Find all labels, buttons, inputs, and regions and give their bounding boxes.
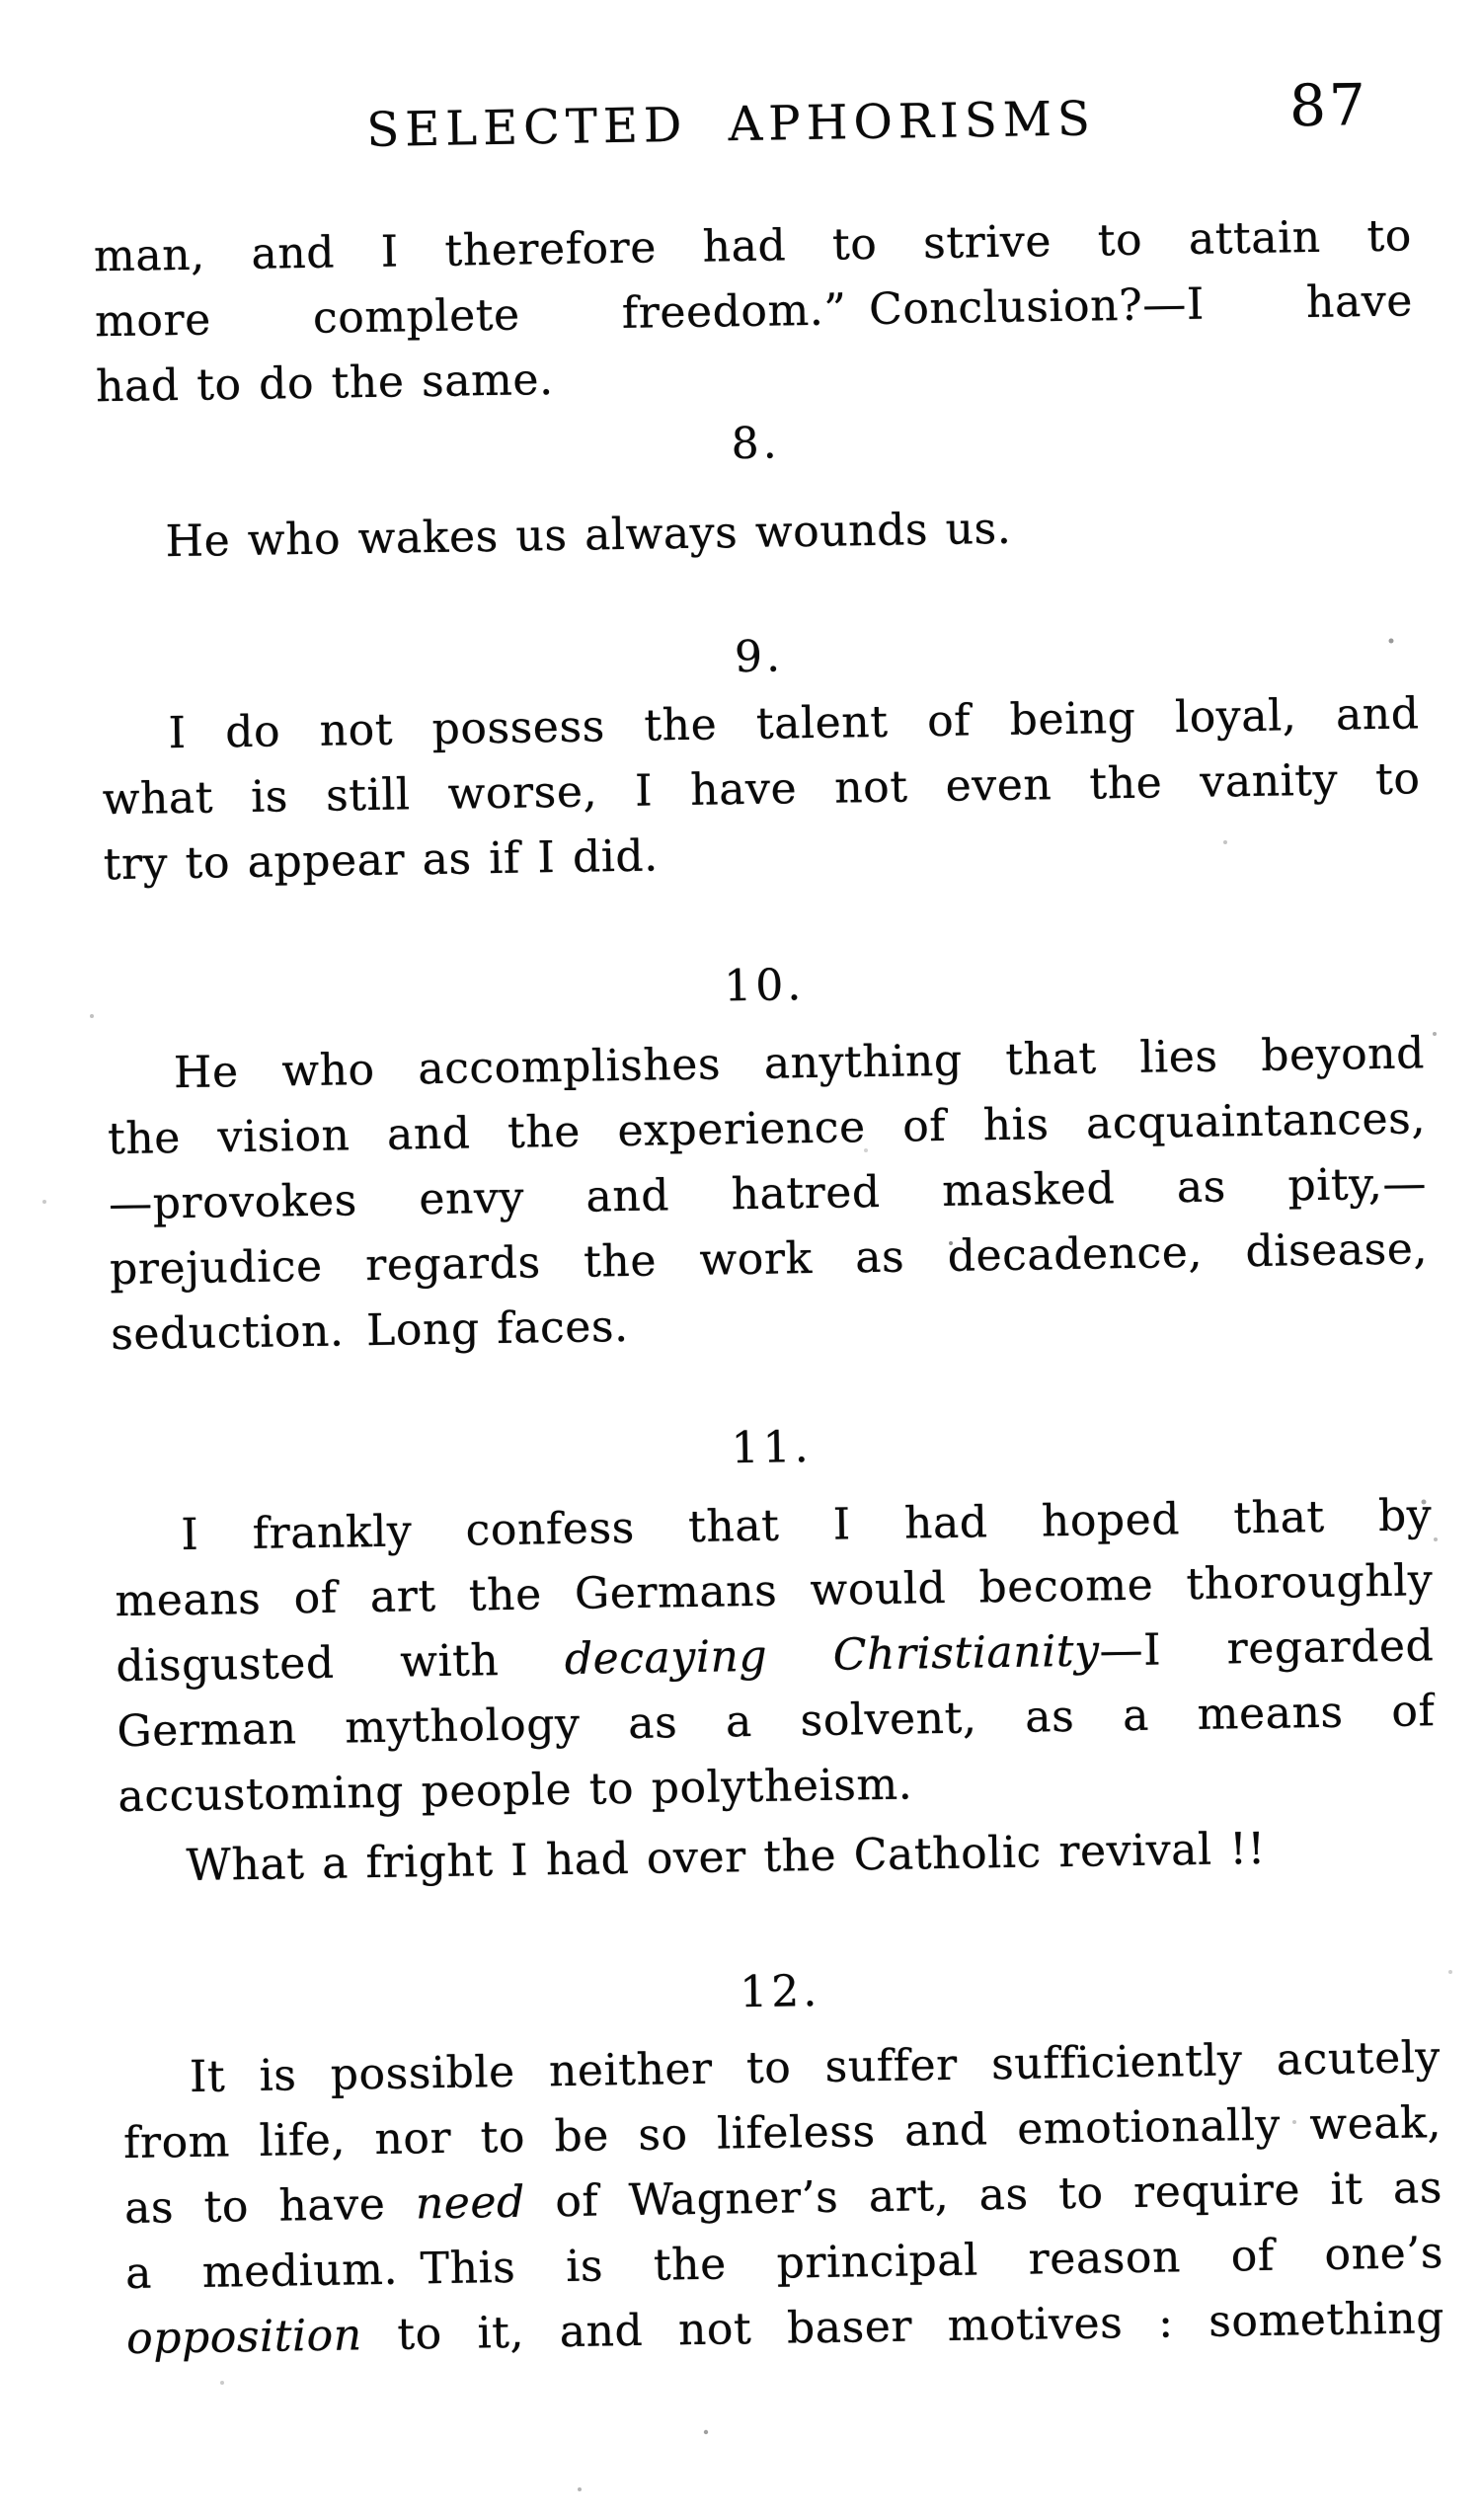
text-segment: —provokes envy and hatred masked as pity,— — [108, 1158, 1428, 1230]
page-body — [94, 203, 1445, 2372]
text-line — [118, 1814, 1438, 1900]
text-segment: the vision and the experience of his acquaintances, — [107, 1093, 1427, 1165]
text-segment: as to have — [123, 2178, 417, 2235]
text-segment: to it, and not baser motives : something — [361, 2293, 1445, 2361]
text-segment: from life, nor to be so lifeless and emotionally weak, — [122, 2097, 1442, 2169]
running-head — [92, 70, 1411, 164]
text-segment: seduction. Long faces. — [110, 1300, 630, 1361]
aphorism-section — [105, 943, 1429, 1368]
text-segment: I do not possess the talent of being loyal, and — [168, 688, 1420, 759]
page-number: 87 — [1288, 70, 1369, 140]
text-segment: He who wakes us always wounds us. — [165, 503, 1012, 568]
text-segment: opposition — [125, 2310, 363, 2365]
text-segment: It is possible neither to suffer sufficiently acutely — [189, 2032, 1442, 2102]
text-segment: disgusted with — [116, 1633, 566, 1693]
text-segment: try to appear as if I did. — [103, 830, 660, 891]
text-line — [98, 490, 1417, 576]
paragraph — [101, 681, 1422, 898]
aphorism-number: 8. — [731, 418, 782, 470]
text-segment: I frankly confess that I had hoped that by — [181, 1490, 1433, 1561]
text-segment: decaying Christianity — [564, 1625, 1100, 1685]
text-segment: What a fright I had over the Catholic revival !! — [186, 1823, 1267, 1892]
text-segment: need — [415, 2176, 526, 2230]
paragraph — [98, 490, 1417, 576]
text-segment: what is still worse, I have not even the vanity to — [102, 753, 1421, 826]
aphorism-number: 11. — [731, 1422, 813, 1474]
aphorism-number: 10. — [723, 960, 806, 1012]
text-segment: —I regarded — [1099, 1620, 1435, 1677]
aphorism-section — [100, 614, 1422, 898]
aphorism-section — [113, 1405, 1438, 1900]
aphorism-number: 12. — [739, 1965, 821, 2018]
aphorism-number: 9. — [734, 631, 785, 683]
text-segment: prejudice regards the work as decadence, disease, — [109, 1223, 1429, 1296]
text-segment: German mythology as a solvent, as a means of — [117, 1686, 1436, 1758]
text-segment: of Wagner’s art, as to require it as — [524, 2163, 1443, 2228]
page-title: SELECTED APHORISMS — [365, 91, 1097, 158]
paragraph — [107, 1021, 1430, 1368]
text-segment: more complete freedom.” Conclusion?—I have — [94, 276, 1414, 348]
aphorism-section — [97, 401, 1417, 576]
aphorism-section — [94, 203, 1415, 420]
text-segment: had to do the same. — [95, 354, 555, 413]
paragraph — [94, 203, 1415, 420]
scan-speckles — [0, 0, 2, 2]
aphorism-section — [120, 1949, 1444, 2372]
text-segment: means of art the Germans would become thoroughly — [115, 1555, 1434, 1627]
paragraph — [122, 2025, 1445, 2372]
text-segment: a medium. This is the principal reason of one’s — [124, 2228, 1444, 2300]
paragraph — [114, 1483, 1437, 1830]
text-segment: He who accomplishes anything that lies beyond — [173, 1028, 1426, 1099]
paragraph — [118, 1814, 1438, 1900]
text-segment: man, and I therefore had to strive to attain to — [93, 210, 1413, 282]
text-segment: accustoming people to polytheism. — [117, 1759, 913, 1823]
